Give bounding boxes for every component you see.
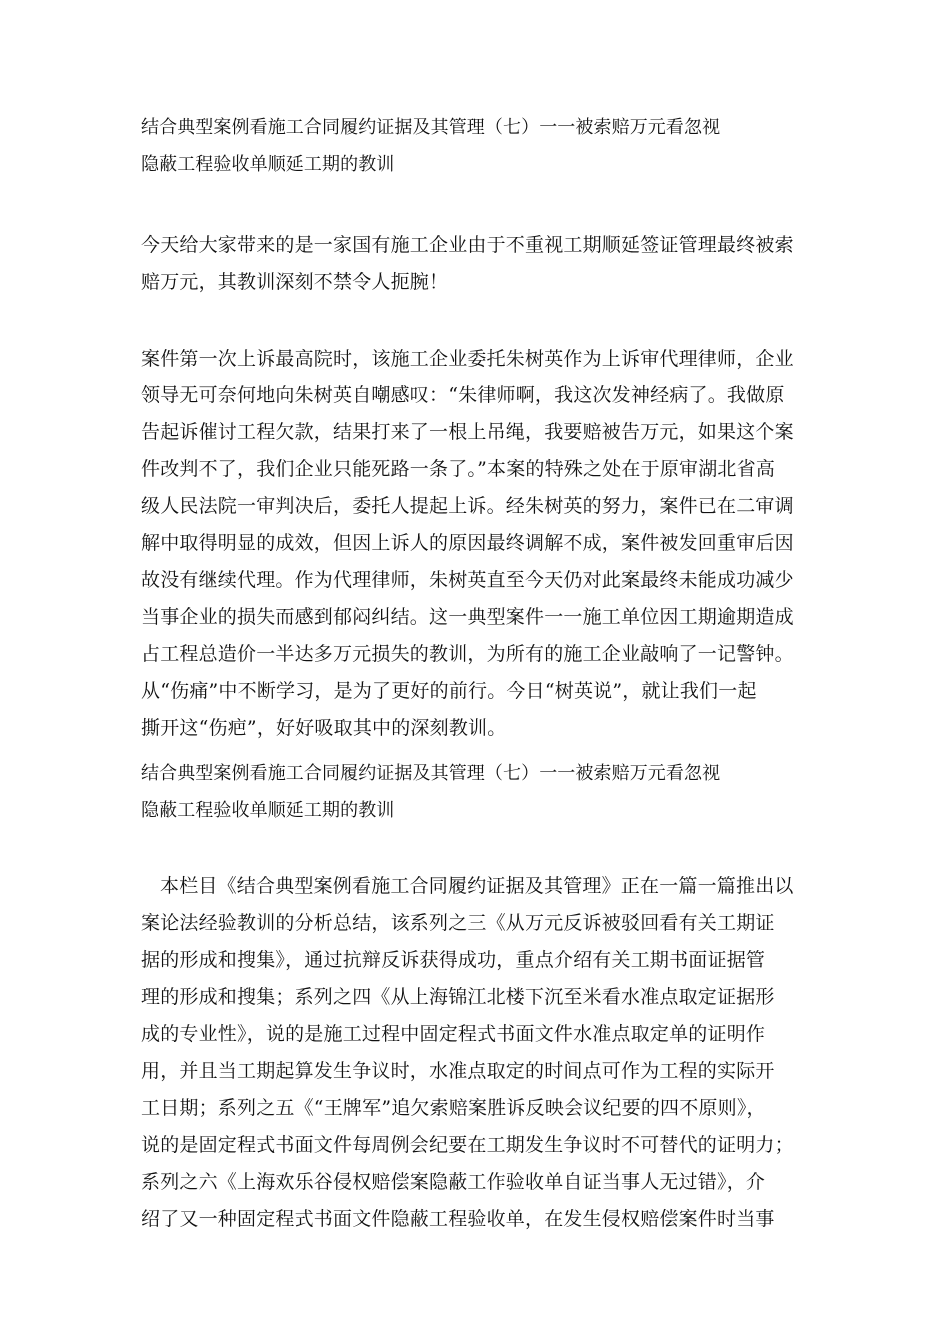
case-paragraph-line: 当事企业的损失而感到郁闷纠结。这一典型案件一一施工单位因工期逾期造成 — [141, 606, 794, 628]
column-paragraph-line: 系列之六《上海欢乐谷侵权赔偿案隐蔽工作验收单自证当事人无过错》，介 — [141, 1171, 766, 1193]
column-paragraph-line: 理的形成和搜集；系列之四《从上海锦江北楼下沉至米看水准点取定证据形 — [141, 986, 775, 1008]
case-paragraph-line: 告起诉催讨工程欠款，结果打来了一根上吊绳，我要赔被告万元，如果这个案 — [141, 421, 794, 443]
column-paragraph-line: 据的形成和搜集》，通过抗辩反诉获得成功，重点介绍有关工期书面证据管 — [141, 949, 766, 971]
document-title-line: 隐蔽工程验收单顺延工期的教训 — [141, 154, 395, 175]
case-paragraph-line: 解中取得明显的成效，但因上诉人的原因最终调解不成，案件被发回重审后因 — [141, 532, 794, 554]
column-paragraph-line: 成的专业性》，说的是施工过程中固定程式书面文件水准点取定单的证明作 — [141, 1023, 766, 1045]
case-paragraph-line: 案件第一次上诉最高院时，该施工企业委托朱树英作为上诉审代理律师，企业 — [141, 348, 794, 370]
column-paragraph-line: 说的是固定程式书面文件每周例会纪要在工期发生争议时不可替代的证明力； — [141, 1134, 794, 1156]
column-paragraph-line: 本栏目《结合典型案例看施工合同履约证据及其管理》正在一篇一篇推出以 — [160, 875, 794, 897]
case-paragraph-line: 从“伤痛”中不断学习，是为了更好的前行。今日“树英说”，就让我们一起 — [141, 680, 757, 702]
column-paragraph-line: 用，并且当工期起算发生争议时，水准点取定的时间点可作为工程的实际开 — [141, 1060, 775, 1082]
case-paragraph-line: 撕开这“伤疤”，好好吸取其中的深刻教训。 — [141, 717, 507, 739]
case-paragraph-line: 件改判不了，我们企业只能死路一条了。”本案的特殊之处在于原审湖北省高 — [141, 458, 776, 480]
column-paragraph-line: 工日期；系列之五《“王牌军”追欠索赔案胜诉反映会议纪要的四不原则》， — [141, 1097, 766, 1119]
case-paragraph-line: 级人民法院一审判决后，委托人提起上诉。经朱树英的努力，案件已在二审调 — [141, 495, 794, 517]
section-title-line: 结合典型案例看施工合同履约证据及其管理（七）一一被索赔万元看忽视 — [141, 763, 721, 784]
column-paragraph-line: 案论法经验教训的分析总结，该系列之三《从万元反诉被驳回看有关工期证 — [141, 912, 775, 934]
section-title-line: 隐蔽工程验收单顺延工期的教训 — [141, 800, 395, 821]
column-paragraph-line: 绍了又一种固定程式书面文件隐蔽工程验收单，在发生侵权赔偿案件时当事 — [141, 1208, 775, 1230]
intro-line: 今天给大家带来的是一家国有施工企业由于不重视工期顺延签证管理最终被索 — [141, 234, 794, 256]
document-title-line: 结合典型案例看施工合同履约证据及其管理（七）一一被索赔万元看忽视 — [141, 117, 721, 138]
intro-line: 赔万元，其教训深刻不禁令人扼腕！ — [141, 271, 449, 293]
case-paragraph-line: 故没有继续代理。作为代理律师，朱树英直至今天仍对此案最终未能成功减少 — [141, 569, 794, 591]
case-paragraph-line: 占工程总造价一半达多万元损失的教训，为所有的施工企业敲响了一记警钟。 — [141, 643, 794, 665]
case-paragraph-line: 领导无可奈何地向朱树英自嘲感叹：“朱律师啊，我这次发神经病了。我做原 — [141, 384, 785, 406]
